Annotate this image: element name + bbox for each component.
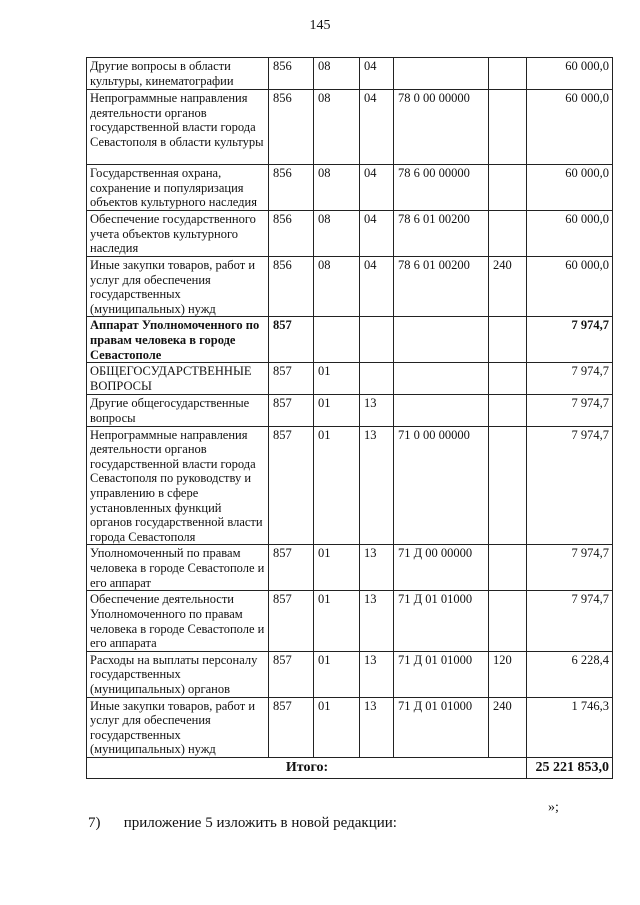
amount-cell: 7 974,7 [527,426,613,545]
section-code-cell: 01 [314,591,360,651]
target-article-cell: 71 Д 00 00000 [394,545,489,591]
amendment-paragraph [88,815,397,832]
section-code-cell: 08 [314,211,360,257]
row-name-cell: Обеспечение деятельности Уполномоченного по правам человека в городе Севастополе и его аппарата [87,591,269,651]
expense-type-cell [489,90,527,165]
ved-code-cell: 857 [269,426,314,545]
subsection-code-cell [360,317,394,363]
ved-code-cell: 857 [269,697,314,757]
row-name-cell: Уполномоченный по правам человека в городе Севастополе и его аппарат [87,545,269,591]
section-code-cell: 08 [314,165,360,211]
section-code-cell: 08 [314,90,360,165]
section-code-cell: 01 [314,363,360,395]
amount-cell: 7 974,7 [527,395,613,426]
target-article-cell [394,363,489,395]
section-code-cell: 01 [314,395,360,426]
target-article-cell [394,317,489,363]
expense-type-cell [489,426,527,545]
target-article-cell: 78 6 01 00200 [394,211,489,257]
section-code-cell [314,317,360,363]
row-name-cell: Иные закупки товаров, работ и услуг для обеспечения государственных (муниципальных) нужд [87,697,269,757]
expense-type-cell [489,545,527,591]
subsection-code-cell: 04 [360,58,394,90]
section-code-cell: 08 [314,257,360,317]
amendment-text: приложение 5 изложить в новой редакции: [123,815,397,831]
table-row [87,211,613,257]
budget-table [86,57,613,779]
amount-cell: 60 000,0 [527,58,613,90]
amount-cell: 7 974,7 [527,545,613,591]
table-row [87,165,613,211]
target-article-cell: 78 0 00 00000 [394,90,489,165]
total-row [87,758,613,779]
expense-type-cell [489,395,527,426]
row-name-cell: ОБЩЕГОСУДАРСТВЕННЫЕ ВОПРОСЫ [87,363,269,395]
target-article-cell [394,58,489,90]
row-name-cell: Другие общегосударственные вопросы [87,395,269,426]
section-code-cell: 01 [314,697,360,757]
section-code-cell: 08 [314,58,360,90]
table-row [87,545,613,591]
amount-cell: 7 974,7 [527,363,613,395]
table-row [87,257,613,317]
target-article-cell [394,395,489,426]
table-row [87,426,613,545]
section-code-cell: 01 [314,545,360,591]
expense-type-cell: 120 [489,651,527,697]
amount-cell: 60 000,0 [527,165,613,211]
amount-cell: 7 974,7 [527,591,613,651]
expense-type-cell [489,211,527,257]
expense-type-cell [489,58,527,90]
ved-code-cell: 857 [269,317,314,363]
target-article-cell: 78 6 01 00200 [394,257,489,317]
row-name-cell: Иные закупки товаров, работ и услуг для обеспечения государственных (муниципальных) нужд [87,257,269,317]
ved-code-cell: 856 [269,165,314,211]
expense-type-cell [489,165,527,211]
row-name-cell: Непрограммные направления деятельности органов государственной власти города Севастополя по руководству и управлению в сфере установленных функций органов государственной власти города Севастополя [87,426,269,545]
subsection-code-cell: 04 [360,90,394,165]
table-row [87,90,613,165]
subsection-code-cell: 13 [360,545,394,591]
expense-type-cell: 240 [489,697,527,757]
target-article-cell: 71 Д 01 01000 [394,697,489,757]
table-row [87,317,613,363]
row-name-cell: Непрограммные направления деятельности органов государственной власти города Севастополя в области культуры [87,90,269,165]
total-label: Итого: [87,758,527,779]
row-name-cell: Государственная охрана, сохранение и популяризация объектов культурного наследия [87,165,269,211]
subsection-code-cell: 04 [360,257,394,317]
subsection-code-cell: 13 [360,651,394,697]
subsection-code-cell: 13 [360,697,394,757]
table-row [87,697,613,757]
page-number: 145 [309,18,331,33]
amount-cell: 1 746,3 [527,697,613,757]
table-row [87,651,613,697]
expense-type-cell [489,363,527,395]
ved-code-cell: 856 [269,211,314,257]
subsection-code-cell: 04 [360,211,394,257]
amendment-number: 7) [88,815,101,831]
expense-type-cell: 240 [489,257,527,317]
expense-type-cell [489,591,527,651]
section-code-cell: 01 [314,651,360,697]
expense-type-cell [489,317,527,363]
ved-code-cell: 856 [269,257,314,317]
table-row [87,591,613,651]
ved-code-cell: 856 [269,90,314,165]
amount-cell: 7 974,7 [527,317,613,363]
subsection-code-cell: 13 [360,395,394,426]
ved-code-cell: 857 [269,651,314,697]
subsection-code-cell: 04 [360,165,394,211]
ved-code-cell: 857 [269,591,314,651]
target-article-cell: 71 Д 01 01000 [394,651,489,697]
row-name-cell: Аппарат Уполномоченного по правам человека в городе Севастополе [87,317,269,363]
row-name-cell: Расходы на выплаты персоналу государственных (муниципальных) органов [87,651,269,697]
ved-code-cell: 856 [269,58,314,90]
table-row [87,395,613,426]
ved-code-cell: 857 [269,395,314,426]
table-row [87,58,613,90]
target-article-cell: 71 Д 01 01000 [394,591,489,651]
amount-cell: 6 228,4 [527,651,613,697]
target-article-cell: 71 0 00 00000 [394,426,489,545]
row-name-cell: Другие вопросы в области культуры, кинематографии [87,58,269,90]
table-row [87,363,613,395]
amount-cell: 60 000,0 [527,211,613,257]
subsection-code-cell: 13 [360,591,394,651]
closing-quote: »; [548,800,559,815]
row-name-cell: Обеспечение государственного учета объектов культурного наследия [87,211,269,257]
ved-code-cell: 857 [269,363,314,395]
subsection-code-cell [360,363,394,395]
amount-cell: 60 000,0 [527,257,613,317]
ved-code-cell: 857 [269,545,314,591]
target-article-cell: 78 6 00 00000 [394,165,489,211]
total-sum: 25 221 853,0 [527,758,613,779]
subsection-code-cell: 13 [360,426,394,545]
amount-cell: 60 000,0 [527,90,613,165]
section-code-cell: 01 [314,426,360,545]
